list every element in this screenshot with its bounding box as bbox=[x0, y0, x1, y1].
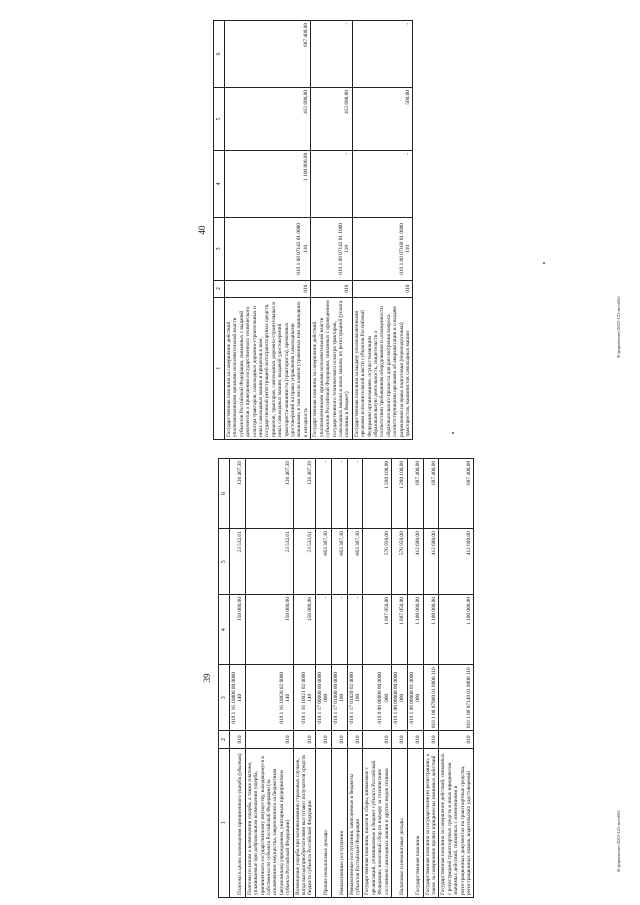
row-name: Платежи в целях возмещения причиненного ущерба (убытков) bbox=[230, 748, 246, 897]
budget-classification-code: 018 1 17 00000 00 0000 000 bbox=[315, 665, 331, 731]
row-name: Возмещение ущерба при возникновении страховых случаев, когда выгодоприобретателями выступают получатели средств бюджета субъекта Российской Федерации bbox=[293, 748, 315, 897]
change-amount: 23 532,61 bbox=[293, 529, 315, 595]
table-header-row bbox=[214, 21, 225, 440]
change-amount: 412 600,00 bbox=[225, 88, 311, 151]
admin-code: 010 bbox=[423, 731, 439, 749]
total-amount: - bbox=[347, 459, 363, 529]
total-amount: 126 467,39 bbox=[230, 459, 246, 529]
table-row bbox=[391, 459, 407, 898]
page-number: 39 bbox=[202, 673, 212, 683]
planned-amount: 1 100 000,00 bbox=[225, 150, 311, 217]
page-39 bbox=[202, 458, 518, 898]
admin-code: 010 bbox=[245, 731, 293, 749]
column-header: 4 bbox=[219, 595, 230, 665]
admin-code: 010 bbox=[331, 731, 347, 749]
table-row bbox=[331, 459, 347, 898]
change-amount: 412 600,00 bbox=[423, 529, 439, 595]
column-header: 2 bbox=[214, 280, 225, 297]
change-amount: -663 387,30 bbox=[347, 529, 363, 595]
planned-amount: - bbox=[315, 595, 331, 665]
total-amount: 126 467,39 bbox=[245, 459, 293, 529]
budget-classification-code: 019 1 08 07160 01 0000 110 bbox=[352, 217, 413, 280]
admin-code: 010 bbox=[352, 280, 413, 297]
budget-classification-code: 018 1 16 10021 02 0000 140 bbox=[293, 665, 315, 731]
total-amount: 687 400,00 bbox=[407, 459, 423, 529]
change-amount: 23 532,61 bbox=[245, 529, 293, 595]
change-amount: 500,00 bbox=[352, 88, 413, 151]
budget-classification-code: 019 1 08 00000 01 0000 000 bbox=[407, 665, 423, 731]
budget-classification-code: 019 1 08 07000 01 0000 110 bbox=[423, 665, 439, 731]
revenue-table bbox=[218, 458, 474, 898]
budget-classification-code: 018 1 16 10000 00 0000 140 bbox=[230, 665, 246, 731]
table-row bbox=[363, 459, 392, 898]
column-header: 3 bbox=[219, 665, 230, 731]
column-header: 6 bbox=[214, 21, 225, 88]
table-row bbox=[407, 459, 423, 898]
budget-classification-code: 019 1 08 07140 01 0000 110 bbox=[439, 665, 474, 731]
total-amount: - bbox=[331, 459, 347, 529]
total-amount: 1 280 100,00 bbox=[363, 459, 392, 529]
column-header: 5 bbox=[214, 88, 225, 151]
document-footer: Ф.форм/ненет/2023-125-нп/л061 bbox=[616, 810, 621, 872]
admin-code: 010 bbox=[407, 731, 423, 749]
column-header: 1 bbox=[219, 748, 230, 897]
admin-code: 010 bbox=[363, 731, 392, 749]
page-40 bbox=[197, 20, 523, 440]
document-footer: Ф.форм/ненет/2023-125-нп/л061 bbox=[616, 296, 621, 358]
total-amount: 126 467,39 bbox=[293, 459, 315, 529]
scan-speck bbox=[543, 262, 545, 264]
planned-amount: - bbox=[331, 595, 347, 665]
table-row bbox=[315, 459, 331, 898]
planned-amount: 150 000,00 bbox=[245, 595, 293, 665]
change-amount: 576 950,00 bbox=[391, 529, 407, 595]
table-row bbox=[225, 21, 311, 440]
change-amount: -663 387,30 bbox=[315, 529, 331, 595]
planned-amount: 150 000,00 bbox=[230, 595, 246, 665]
row-name: Государственная пошлина за выдачу уполномоченными органами исполнительной власти субъектов Российской Федерации организациям, осуществляющим образовательную деятельность, свидетельств о соответствии требованиям оборудования и оснащенности образовательного процесса для рассмотрения вопроса соответствующими органами об аккредитации и о выдаче разрешения на право подготовки (переподготовки) трактористов, машинистов самоходных машин bbox=[352, 297, 413, 439]
total-amount: 1 280 100,00 bbox=[391, 459, 407, 529]
row-name: Государственная пошлина за совершение действий, связанных с регистрацией транспортных средств и иных юридически значимых действий, связанных с изменениями в регистрационных документах на транспортные средства, регистрационных знаков, водительских удостоверений bbox=[439, 748, 474, 897]
row-name: Государственная пошлина за государственную регистрацию, а также за совершение прочих юридически значимых действий bbox=[423, 748, 439, 897]
admin-code: 010 bbox=[293, 731, 315, 749]
budget-classification-code: 019 0 00 00000 00 0000 000 bbox=[363, 665, 392, 731]
planned-amount: 1 887 050,00 bbox=[363, 595, 392, 665]
table-row bbox=[311, 21, 352, 440]
table-row bbox=[230, 459, 246, 898]
change-amount: 576 950,00 bbox=[363, 529, 392, 595]
scan-speck bbox=[452, 432, 454, 434]
table-header-row bbox=[219, 459, 230, 898]
planned-amount: - bbox=[347, 595, 363, 665]
planned-amount: 1 100 000,00 bbox=[423, 595, 439, 665]
table-row bbox=[352, 21, 413, 440]
budget-classification-code: 019 1 08 07142 01 0000 110 bbox=[225, 217, 311, 280]
budget-classification-code: 018 1 17 01020 02 0000 180 bbox=[347, 665, 363, 731]
total-amount: - bbox=[352, 21, 413, 88]
table-row bbox=[439, 459, 474, 898]
row-name: Невыясненные поступления bbox=[331, 748, 347, 897]
total-amount: 687 400,00 bbox=[439, 459, 474, 529]
table-row bbox=[347, 459, 363, 898]
table-row bbox=[293, 459, 315, 898]
planned-amount: - bbox=[352, 150, 413, 217]
planned-amount: 1 100 000,00 bbox=[407, 595, 423, 665]
column-header: 3 bbox=[214, 217, 225, 280]
total-amount: - bbox=[311, 21, 352, 88]
admin-code: 010 bbox=[230, 731, 246, 749]
planned-amount: 1 100 000,00 bbox=[439, 595, 474, 665]
budget-classification-code: 019 1 08 07142 01 1000 110 bbox=[311, 217, 352, 280]
budget-classification-code: 018 1 16 10020 02 0000 140 bbox=[245, 665, 293, 731]
column-header: 5 bbox=[219, 529, 230, 595]
column-header: 4 bbox=[214, 150, 225, 217]
budget-classification-code: 018 1 17 01000 00 0000 180 bbox=[331, 665, 347, 731]
revenue-table bbox=[213, 20, 413, 440]
table-row bbox=[245, 459, 293, 898]
table-row bbox=[423, 459, 439, 898]
column-header: 1 bbox=[214, 297, 225, 439]
admin-code: 010 bbox=[391, 731, 407, 749]
change-amount: 412 600,00 bbox=[407, 529, 423, 595]
admin-code: 010 bbox=[439, 731, 474, 749]
change-amount: 412 600,00 bbox=[439, 529, 474, 595]
page-number: 40 bbox=[197, 225, 207, 235]
column-header: 6 bbox=[219, 459, 230, 529]
row-name: Налоговые и неналоговые доходы bbox=[391, 748, 407, 897]
planned-amount: 1 887 050,00 bbox=[391, 595, 407, 665]
row-name: Государственная пошлина за совершение действий уполномоченными органами исполнительной власти субъектов Российской Федерации, связанных с проведением государственного технического осмотра тракторов, самоходных машин и иных машин, их регистрацией (уплата пошлины в бюджет) bbox=[311, 297, 352, 439]
total-amount: 687 400,00 bbox=[225, 21, 311, 88]
admin-code: 010 bbox=[315, 731, 331, 749]
total-amount: - bbox=[315, 459, 331, 529]
row-name: Невыясненные поступления, зачисляемые в бюджеты субъектов Российской Федерации bbox=[347, 748, 363, 897]
row-name: Государственная пошлина, налоги и сборы, взимаемые с организаций, уплачиваемые в бюджет субъекта Российской Федерации, налоговый сбор по надзору за техническим состоянием самоходных машин и других видов техники bbox=[363, 748, 392, 897]
column-header: 2 bbox=[219, 731, 230, 749]
planned-amount: - bbox=[311, 150, 352, 217]
row-name: Государственная пошлина за совершение действий уполномоченными органами исполнительной власти субъектов Российской Федерации, связанных с выдачей документов о проведении государственного технического осмотра тракторов, самоходных дорожно-строительных и иных самоходных машин и прицепов к ним, государственной регистрацией мототранспортных средств, прицепов, тракторов, самоходных дорожно-строительных и иных самоходных машин, выдачей удостоверений тракториста-машиниста (тракториста), временных удостоверений на право управления самоходными машинами, в том числе взамен утраченных или пришедших в негодность bbox=[225, 297, 311, 439]
budget-classification-code: 019 1 00 00000 00 0000 000 bbox=[391, 665, 407, 731]
total-amount: 687 400,00 bbox=[423, 459, 439, 529]
admin-code: 010 bbox=[311, 280, 352, 297]
admin-code: 010 bbox=[347, 731, 363, 749]
row-name: Платежи по искам о возмещении ущерба, а также платежи, уплачиваемые при добровольном возмещении ущерба, причиненного государственному имуществу, находящемуся в собственности субъекта Российской Федерации (за исключением имущества, закрепленного за бюджетным (автономным) учреждением, унитарным предприятием субъекта Российской Федерации) bbox=[245, 748, 293, 897]
change-amount: 412 600,00 bbox=[311, 88, 352, 151]
change-amount: -663 387,30 bbox=[331, 529, 347, 595]
row-name: Государственная пошлина bbox=[407, 748, 423, 897]
row-name: Прочие неналоговые доходы bbox=[315, 748, 331, 897]
admin-code: 010 bbox=[225, 280, 311, 297]
planned-amount: 150 000,00 bbox=[293, 595, 315, 665]
change-amount: 23 532,61 bbox=[230, 529, 246, 595]
